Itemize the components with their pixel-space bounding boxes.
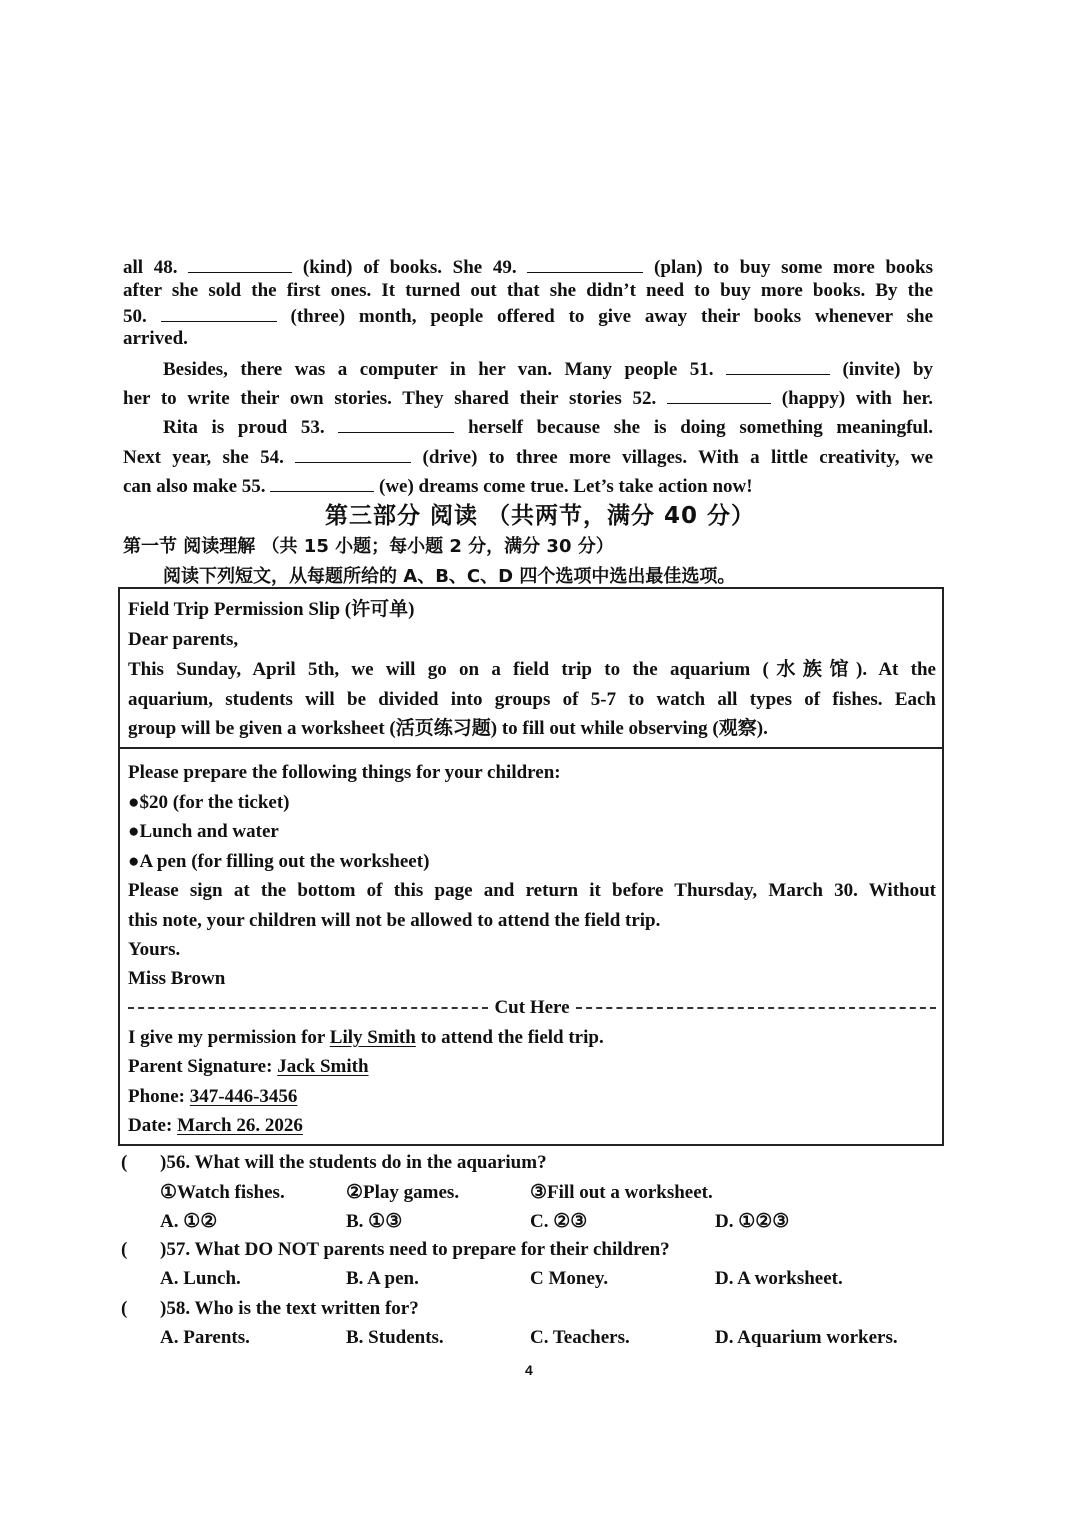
blank-50[interactable] [161, 303, 277, 322]
cloze-line-5: Besides, there was a computer in her van. Many people 51. (invite) by [163, 356, 933, 382]
cut-dash-right [576, 1007, 936, 1009]
sign-instruction-line-1: Please sign at the bottom of this page and return it before Thursday, March 30. Without [128, 880, 936, 901]
q58-option-c[interactable]: C. Teachers. [530, 1327, 630, 1348]
q56-option-c[interactable]: C. ②③ [530, 1211, 588, 1232]
cloze-line-8: Next year, she 54. (drive) to three more villages. With a little creativity, we [123, 444, 933, 470]
q56-sub-3: ③Fill out a worksheet. [530, 1182, 713, 1203]
q56-option-a[interactable]: A. ①② [160, 1211, 218, 1232]
q57-option-c[interactable]: C Money. [530, 1268, 609, 1289]
q56-bracket[interactable]: ( [121, 1152, 128, 1173]
phone-line: Phone: 347-446-3456 [128, 1086, 298, 1107]
signed-date: March 26. 2026 [177, 1115, 303, 1136]
blank-48[interactable] [188, 254, 292, 273]
phone-number: 347-446-3456 [189, 1086, 298, 1107]
parent-signature: Jack Smith [277, 1056, 369, 1077]
prepare-heading: Please prepare the following things for your children: [128, 762, 561, 783]
student-name: Lily Smith [329, 1027, 416, 1048]
slip-title: Field Trip Permission Slip (许可单) [128, 599, 415, 620]
prepare-item-ticket: ●$20 (for the ticket) [128, 792, 290, 813]
cloze-line-4: arrived. [123, 328, 188, 349]
signature-line: Parent Signature: Jack Smith [128, 1056, 369, 1077]
sign-instruction-line-2: this note, your children will not be allowed to attend the field trip. [128, 910, 661, 931]
slip-paragraph-line-2: aquarium, students will be divided into groups of 5-7 to watch all types of fishes. Each [128, 689, 936, 710]
cloze-line-1: all 48. (kind) of books. She 49. (plan) to buy some more books [123, 254, 933, 280]
cloze-line-2: after she sold the first ones. It turned out that she didn’t need to buy more books. By the [123, 280, 933, 301]
cloze-line-3: 50. (three) month, people offered to give away their books whenever she [123, 303, 933, 329]
q56-stem: )56. What will the students do in the aquarium? [160, 1152, 547, 1173]
blank-54[interactable] [295, 444, 411, 463]
q57-option-b[interactable]: B. A pen. [346, 1268, 419, 1289]
instruction: 阅读下列短文，从每题所给的 A、B、C、D 四个选项中选出最佳选项。 [163, 566, 736, 587]
cloze-line-9: can also make 55. (we) dreams come true. Let’s take action now! [123, 473, 933, 499]
part-title: 第三部分 阅读 （共两节，满分 40 分） [324, 503, 756, 529]
q56-option-d[interactable]: D. ①②③ [715, 1211, 790, 1232]
q58-option-b[interactable]: B. Students. [346, 1327, 444, 1348]
prepare-item-lunch: ●Lunch and water [128, 821, 279, 842]
cut-here-label: Cut Here [494, 997, 570, 1018]
blank-53[interactable] [338, 414, 454, 433]
q56-sub-2: ②Play games. [346, 1182, 460, 1203]
permission-line: I give my permission for Lily Smith to attend the field trip. [128, 1027, 604, 1048]
q58-option-d[interactable]: D. Aquarium workers. [715, 1327, 898, 1348]
blank-51[interactable] [726, 356, 830, 375]
cloze-line-7: Rita is proud 53. herself because she is doing something meaningful. [163, 414, 933, 440]
blank-52[interactable] [667, 385, 771, 404]
cloze-line-6: her to write their own stories. They shared their stories 52. (happy) with her. [123, 385, 933, 411]
q58-bracket[interactable]: ( [121, 1298, 128, 1319]
q56-sub-1: ①Watch fishes. [160, 1182, 285, 1203]
q57-stem: )57. What DO NOT parents need to prepare for their children? [160, 1239, 670, 1260]
slip-paragraph-line-3: group will be given a worksheet (活页练习题) to fill out while observing (观察). [128, 718, 768, 739]
page-number: 4 [525, 1362, 533, 1378]
blank-55[interactable] [270, 473, 374, 492]
section-title: 第一节 阅读理解 （共 15 小题；每小题 2 分，满分 30 分） [123, 536, 614, 557]
q58-stem: )58. Who is the text written for? [160, 1298, 419, 1319]
signer-name: Miss Brown [128, 968, 226, 989]
closing: Yours. [128, 939, 181, 960]
prepare-item-pen: ●A pen (for filling out the worksheet) [128, 851, 430, 872]
slip-greeting: Dear parents, [128, 629, 239, 650]
q57-bracket[interactable]: ( [121, 1239, 128, 1260]
cut-dash-left [128, 1007, 488, 1009]
q57-option-a[interactable]: A. Lunch. [160, 1268, 241, 1289]
date-line: Date: March 26. 2026 [128, 1115, 303, 1136]
q58-option-a[interactable]: A. Parents. [160, 1327, 250, 1348]
blank-49[interactable] [527, 254, 643, 273]
q57-option-d[interactable]: D. A worksheet. [715, 1268, 843, 1289]
slip-paragraph-line-1: This Sunday, April 5th, we will go on a field trip to the aquarium (水族馆). At the [128, 659, 936, 680]
q56-option-b[interactable]: B. ①③ [346, 1211, 403, 1232]
cut-here-divider [128, 996, 936, 1020]
